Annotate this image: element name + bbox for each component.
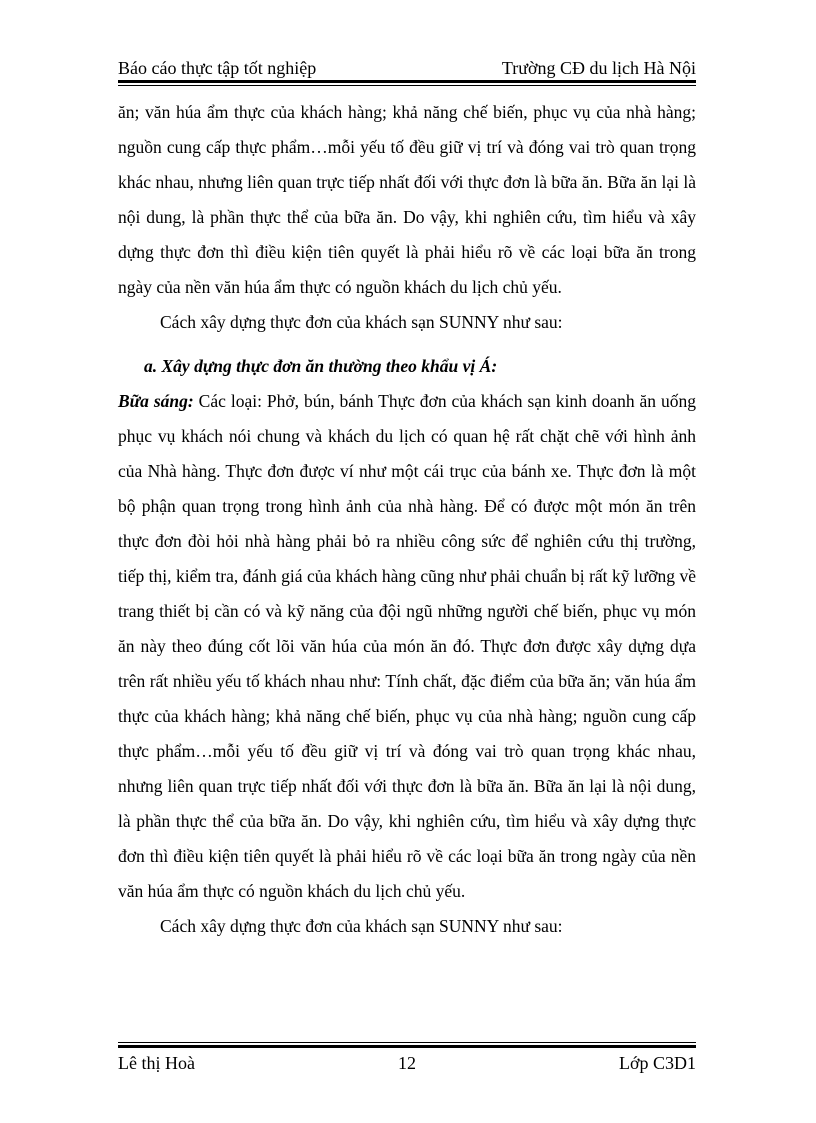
page-footer: [118, 1050, 696, 1076]
footer-author: Lê thị Hoà: [118, 1052, 195, 1073]
spacer: [118, 340, 696, 349]
header-left-title: Báo cáo thực tập tốt nghiệp: [118, 58, 317, 78]
footer-class: Lớp C3D1: [618, 1052, 696, 1073]
paragraph-2: Cách xây dựng thực đơn của khách sạn SUNNY như sau:: [160, 312, 563, 332]
paragraph-1: ăn; văn húa ẩm thực của khách hàng; khả năng chế biến, phục vụ của nhà hàng; nguồn cung cấp thực phẩm…mỗi yếu tố đều giữ vị trí và đóng vai trò quan trọng khác nhau, nhưng liên quan trực tiếp nhất đối với thực đơn là bữa ăn. Bữa ăn lại là nội dung, là phần thực thể của bữa ăn. Do vậy, khi nghiên cứu, tìm hiểu và xây dựng thực đơn thì điều kiện tiên quyết là phải hiểu rõ về các loại bữa ăn trong ngày của nền văn húa ẩm thực có nguồn khách du lịch chủ yếu.: [118, 102, 696, 297]
header-rule: [118, 80, 696, 86]
paragraph-3-text: Các loại: Phở, bún, bánh Thực đơn của khách sạn kinh doanh ăn uống phục vụ khách nói chung và khách du lịch có quan hệ rất chặt chẽ với hình ảnh của Nhà hàng. Thực đơn được ví như một cái trục của bánh xe. Thực đơn là một bộ phận quan trọng trong hình ảnh của nhà hàng. Để có được một món ăn trên thực đơn đòi hỏi nhà hàng phải bỏ ra nhiều công sức để nghiên cứu thị trường, tiếp thị, kiểm tra, đánh giá của khách hàng cũng như phải chuẩn bị rất kỹ lưỡng về trang thiết bị cần có và kỹ năng của đội ngũ những người chế biến, phục vụ món ăn này theo đúng cốt lõi văn húa của món ăn đó. Thực đơn được xây dựng dựa trên rất nhiều yếu tố khách nhau như: Tính chất, đặc điểm của bữa ăn; văn húa ẩm thực của khách hàng; khả năng chế biến, phục vụ của nhà hàng; nguồn cung cấp thực phẩm…mỗi yếu tố đều giữ vị trí và đóng vai trò quan trọng khác nhau, nhưng liên quan trực tiếp nhất đối với thực đơn là bữa ăn. Bữa ăn lại là nội dung, là phần thực thể của bữa ăn. Do vậy, khi nghiên cứu, tìm hiểu và xây dựng thực đơn thì điều kiện tiên quyết là phải hiểu rõ về các loại bữa ăn trong ngày của nền văn húa ẩm thực có nguồn khách du lịch chủ yếu.: [118, 391, 696, 901]
paragraph-3-lead: Bữa sáng:: [118, 391, 194, 411]
document-body: [118, 95, 696, 944]
paragraph-3: [118, 384, 696, 909]
footer-rule: [118, 1042, 696, 1048]
page-number: 12: [398, 1052, 416, 1073]
header-right-title: Trường CĐ du lịch Hà Nội: [501, 58, 696, 78]
paragraph-4: Cách xây dựng thực đơn của khách sạn SUNNY như sau:: [160, 916, 563, 936]
page-header: [118, 51, 696, 79]
section-heading-a: a. Xây dựng thực đơn ăn thường theo khẩu vị Á:: [144, 356, 498, 376]
